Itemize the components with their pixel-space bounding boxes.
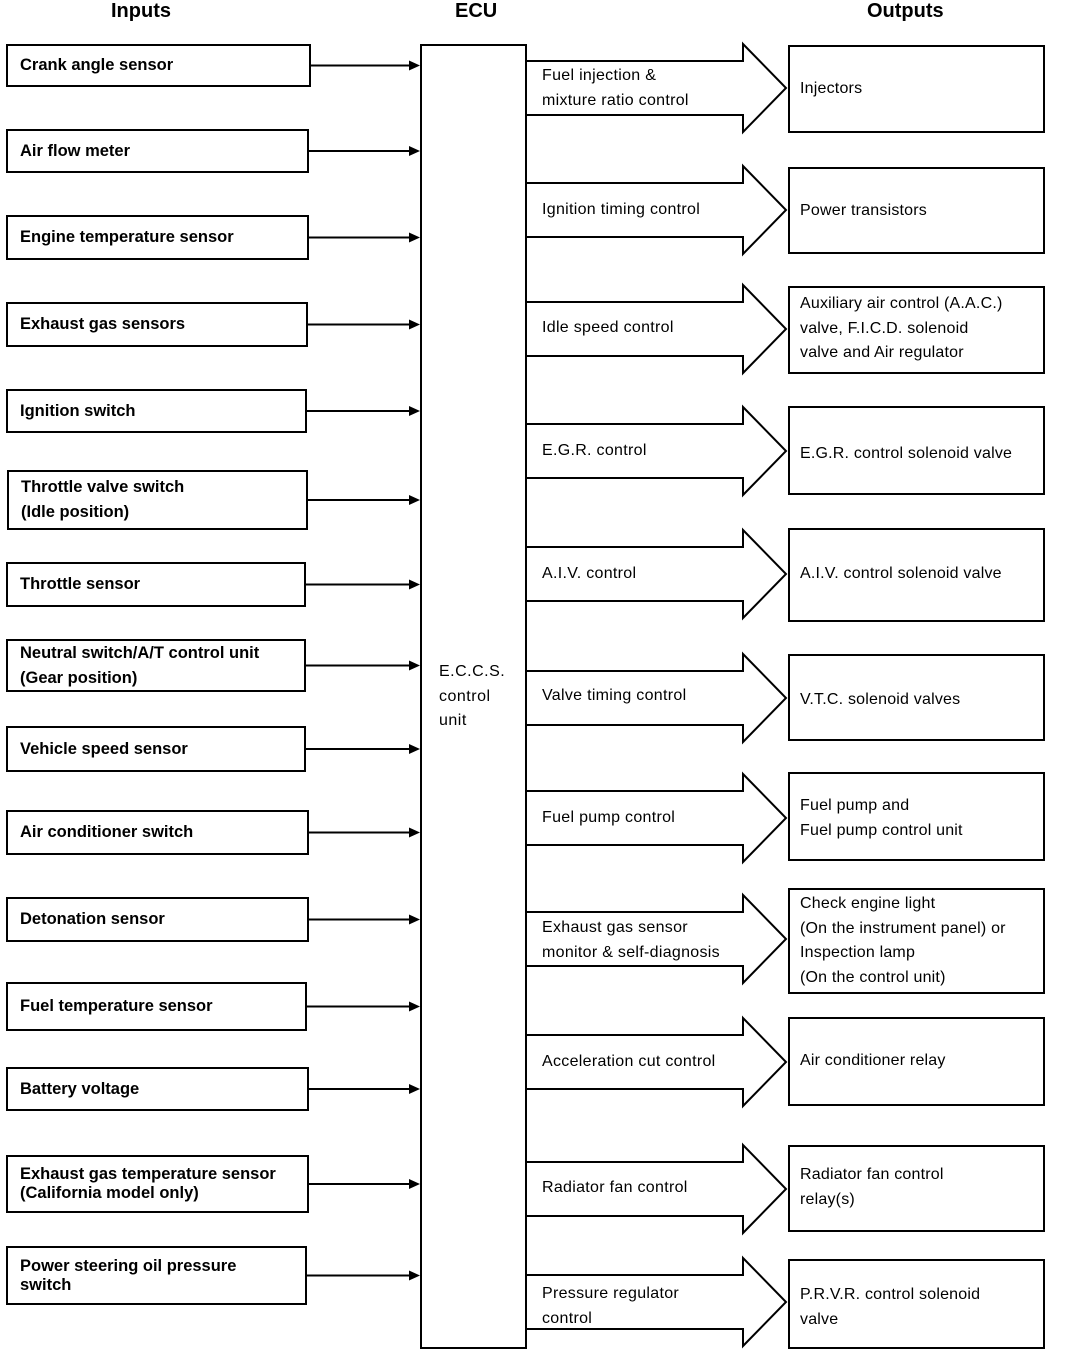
input-box	[6, 1067, 309, 1111]
input-arrowhead	[409, 1002, 420, 1012]
input-box	[7, 470, 308, 530]
input-arrowhead	[409, 1084, 420, 1094]
input-arrowhead	[409, 1271, 420, 1281]
output-device-box	[788, 1145, 1045, 1232]
input-label: Power steering oil pressure switch	[20, 1256, 237, 1294]
control-function-label: Idle speed control	[542, 319, 674, 336]
input-label: Air flow meter	[20, 141, 131, 160]
input-label: Throttle valve switch (Idle position)	[21, 478, 185, 521]
input-box	[6, 1155, 309, 1213]
input-label: Battery voltage	[20, 1079, 140, 1098]
control-function-label: Fuel pump control	[542, 809, 676, 826]
input-label: Air conditioner switch	[20, 823, 194, 841]
control-function-label: Pressure regulator control	[542, 1285, 680, 1327]
output-device-label: Fuel pump and Fuel pump control unit	[800, 797, 963, 839]
input-box	[6, 44, 311, 87]
output-device-box	[788, 167, 1045, 254]
input-label: Exhaust gas temperature sensor (California model only)	[20, 1165, 276, 1202]
output-device-box	[788, 654, 1045, 741]
ecu-label: E.C.C.S. control unit	[439, 663, 506, 729]
output-device-label: Air conditioner relay	[800, 1052, 946, 1069]
input-arrowhead	[409, 495, 420, 505]
input-box	[6, 302, 308, 347]
input-box	[6, 982, 307, 1031]
output-device-label: P.R.V.R. control solenoid valve	[800, 1286, 981, 1328]
input-arrowhead	[409, 406, 420, 416]
output-device-label: Injectors	[800, 80, 863, 97]
input-box	[6, 810, 309, 855]
input-arrowhead	[409, 233, 420, 243]
control-function-label: E.G.R. control	[542, 442, 647, 459]
ecu-control-unit	[420, 44, 527, 1349]
input-arrowhead	[409, 320, 420, 330]
output-device-box	[788, 45, 1045, 133]
input-label: Vehicle speed sensor	[20, 739, 188, 758]
output-device-box	[788, 528, 1045, 622]
input-label: Engine temperature sensor	[20, 228, 234, 246]
output-device-label: Power transistors	[800, 202, 927, 219]
output-device-label: A.I.V. control solenoid valve	[800, 565, 1002, 582]
control-function-label: A.I.V. control	[542, 565, 637, 582]
input-arrowhead	[409, 661, 420, 671]
output-device-label: Auxiliary air control (A.A.C.) valve, F.I.C.D. solenoid valve and Air regulator	[800, 295, 1003, 361]
output-device-box	[788, 888, 1045, 994]
input-box	[6, 726, 306, 772]
outputs-header: Outputs	[867, 0, 944, 22]
output-device-label: V.T.C. solenoid valves	[800, 691, 961, 708]
input-label: Fuel temperature sensor	[20, 997, 213, 1015]
inputs-header: Inputs	[111, 0, 171, 22]
output-device-box	[788, 1259, 1045, 1349]
control-function-label: Exhaust gas sensor monitor & self-diagnosis	[542, 919, 720, 961]
input-box	[6, 639, 306, 692]
output-device-label: E.G.R. control solenoid valve	[800, 445, 1013, 462]
input-label: Detonation sensor	[20, 910, 165, 928]
input-box	[6, 389, 307, 433]
input-arrowhead	[409, 828, 420, 838]
input-label: Neutral switch/A/T control unit (Gear position)	[20, 643, 260, 687]
ecu-header: ECU	[455, 0, 498, 22]
input-label: Exhaust gas sensors	[20, 315, 186, 333]
output-device-box	[788, 1017, 1045, 1106]
input-box	[6, 562, 306, 607]
input-arrowhead	[409, 915, 420, 925]
input-arrowhead	[409, 61, 420, 71]
output-device-label: Radiator fan control relay(s)	[800, 1166, 944, 1208]
control-function-label: Fuel injection & mixture ratio control	[542, 67, 689, 109]
input-arrowhead	[409, 1179, 420, 1189]
input-label: Ignition switch	[20, 401, 136, 420]
output-device-box	[788, 772, 1045, 861]
control-function-label: Ignition timing control	[542, 201, 701, 218]
input-box	[6, 1246, 307, 1305]
control-function-label: Radiator fan control	[542, 1179, 688, 1196]
input-box	[6, 129, 309, 173]
input-box	[6, 215, 309, 260]
output-device-box	[788, 286, 1045, 374]
input-arrowhead	[409, 146, 420, 156]
output-device-label: Check engine light (On the instrument panel) or Inspection lamp (On the control unit)	[800, 895, 1006, 986]
output-device-box	[788, 406, 1045, 495]
control-function-label: Valve timing control	[542, 687, 687, 704]
control-function-label: Acceleration cut control	[542, 1053, 716, 1070]
input-arrowhead	[409, 580, 420, 590]
input-arrowhead	[409, 744, 420, 754]
input-box	[6, 897, 309, 942]
input-label: Crank angle sensor	[20, 56, 174, 74]
input-label: Throttle sensor	[20, 575, 141, 593]
